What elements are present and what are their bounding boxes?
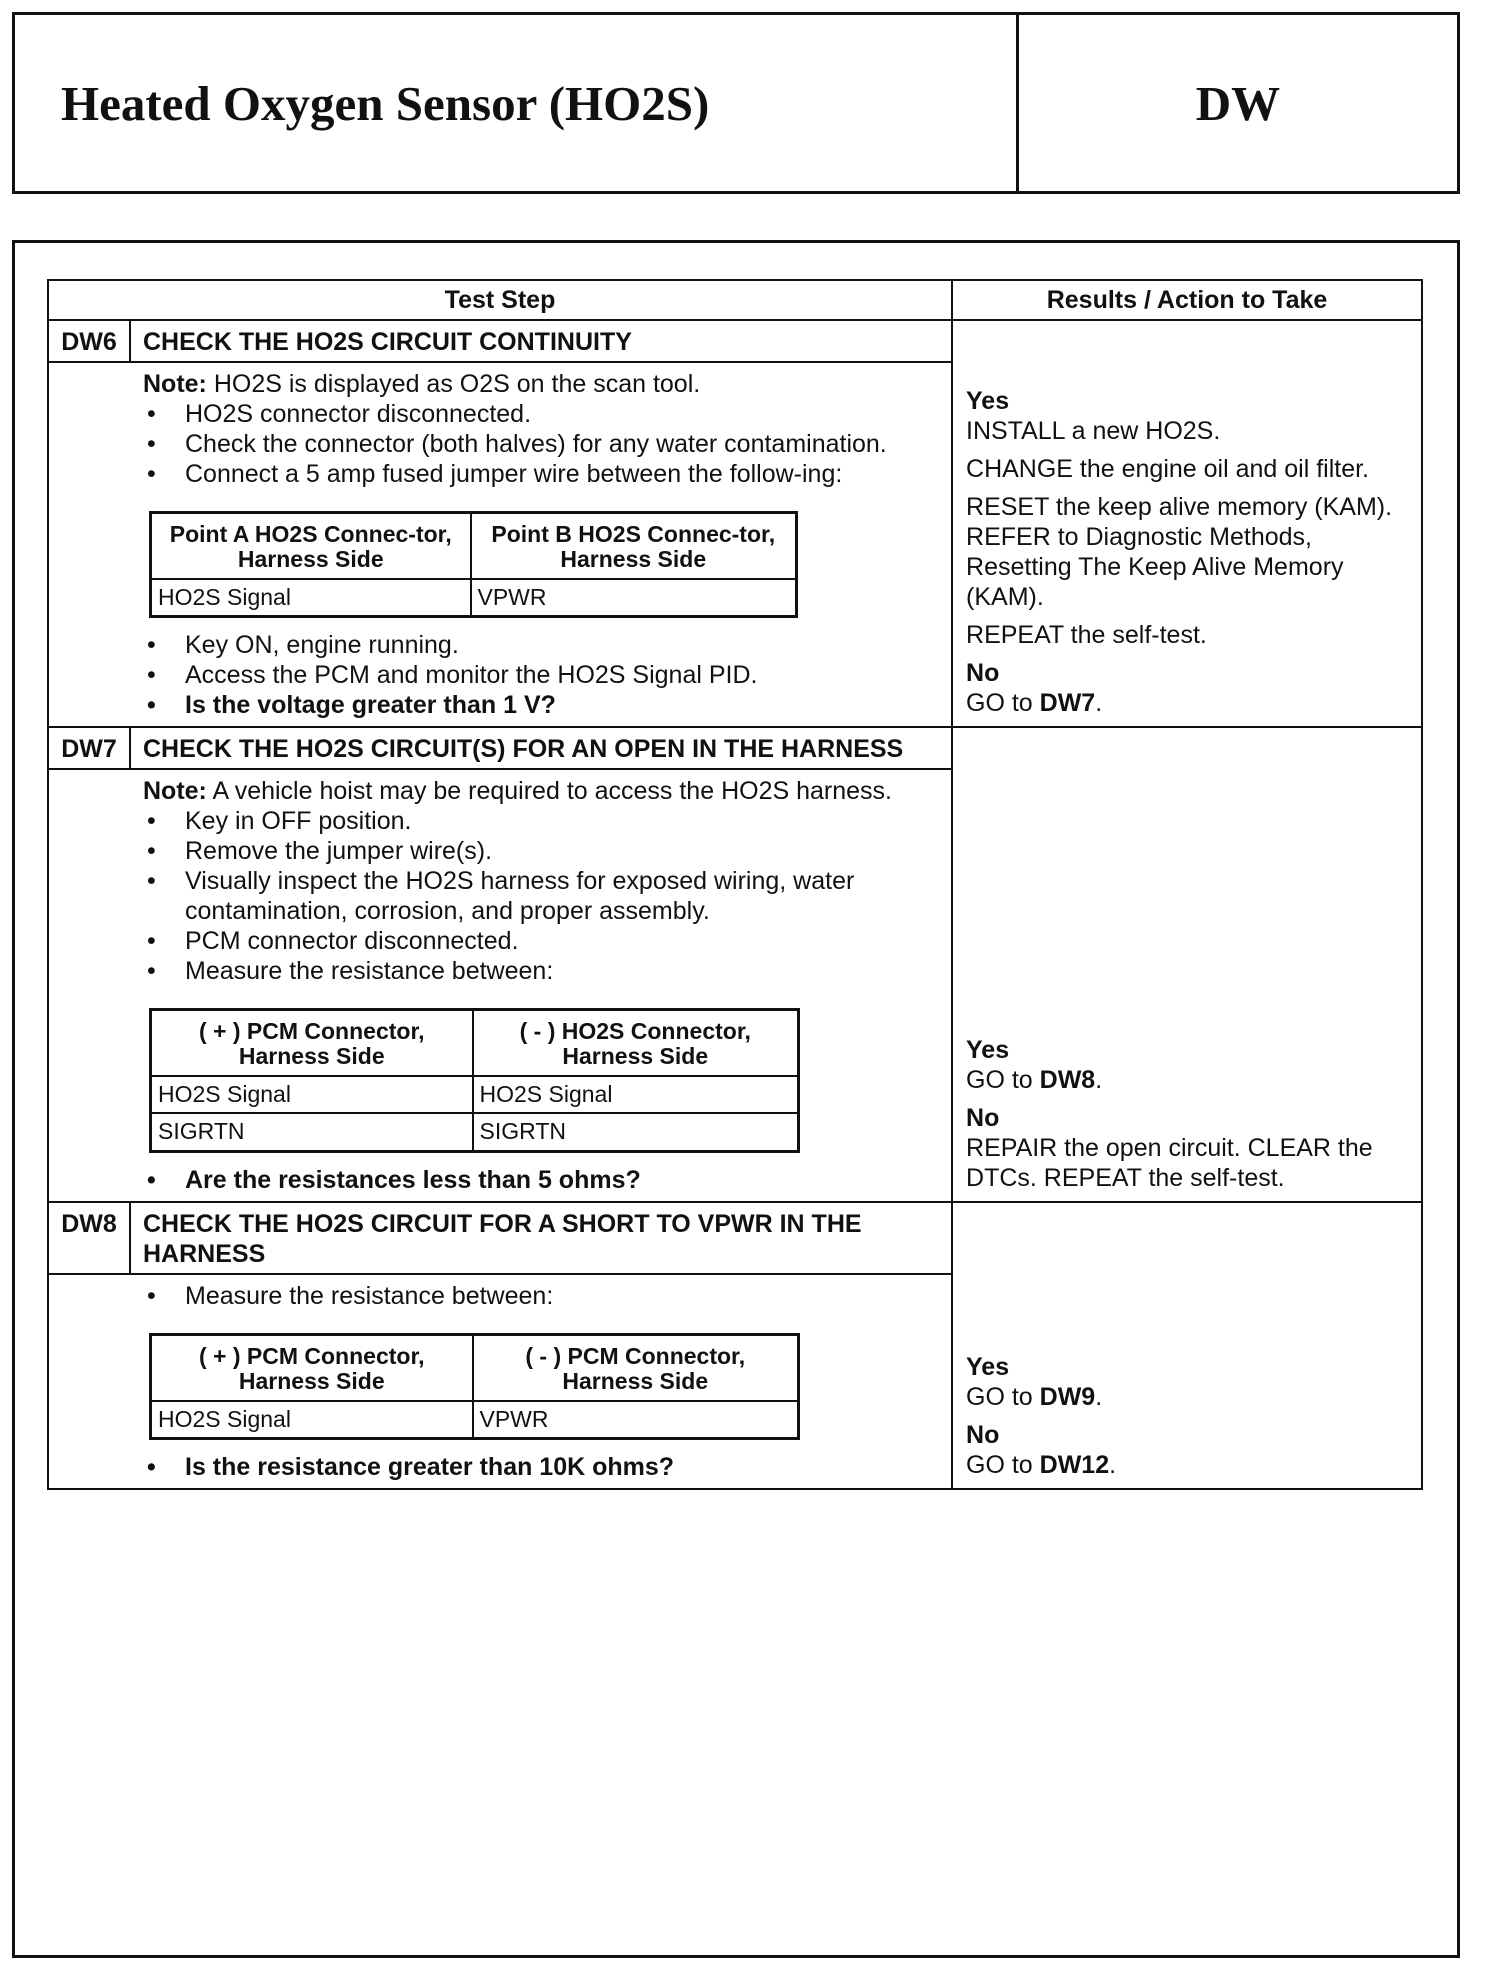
bullet-item: • PCM connector disconnected. (143, 926, 943, 956)
goto-target: DW7 (1039, 689, 1096, 718)
goto-line (966, 688, 1415, 718)
yes-label: Yes (966, 1353, 1010, 1382)
goto-suffix: . (1095, 1383, 1103, 1412)
table-header-row (48, 280, 1422, 320)
goto-target: DW12 (1039, 1451, 1110, 1480)
goto-line (966, 1450, 1415, 1480)
result-line: REPAIR the open circuit. CLEAR the DTCs. REPEAT the self-test. (966, 1133, 1373, 1192)
diagnostic-table (47, 279, 1423, 1490)
col-test-step: Test Step (48, 280, 952, 320)
pin-cell: HO2S Signal (151, 579, 471, 617)
pin-table (149, 1008, 800, 1153)
goto-prefix: GO to (966, 1383, 1040, 1412)
col-results: Results / Action to Take (952, 280, 1422, 320)
no-label: No (966, 1421, 1000, 1450)
step-title-row (48, 1202, 1422, 1274)
yes-label: Yes (966, 1035, 1010, 1064)
section-code: DW (1195, 75, 1281, 131)
goto-suffix: . (1109, 1451, 1117, 1480)
pin-table (149, 511, 798, 618)
bullet-item: • Key in OFF position. (143, 806, 943, 836)
step-title-row (48, 320, 1422, 362)
result-line: INSTALL a new HO2S. (966, 417, 1221, 446)
note (143, 776, 943, 806)
pin-cell: HO2S Signal (151, 1076, 473, 1114)
pin-cell: SIGRTN (473, 1113, 799, 1151)
pin-cell: HO2S Signal (473, 1076, 799, 1114)
step-results (952, 1202, 1422, 1489)
goto-line (966, 1065, 1415, 1095)
result-line: RESET the keep alive memory (KAM). REFER to Diagnostic Methods, Resetting The Keep Alive Memory (KAM). (966, 493, 1393, 612)
pin-header: ( + ) PCM Connector, Harness Side (151, 1010, 473, 1076)
bullet-item: • Measure the resistance between: (143, 1281, 943, 1311)
pin-header: Point B HO2S Connec-tor, Harness Side (471, 513, 797, 579)
pin-cell: VPWR (473, 1401, 799, 1439)
step-question: • Is the voltage greater than 1 V? (143, 690, 943, 720)
note-label: Note: (143, 777, 207, 806)
note (143, 369, 943, 399)
step-title: CHECK THE HO2S CIRCUIT(S) FOR AN OPEN IN THE HARNESS (130, 727, 952, 769)
no-label: No (966, 1103, 1000, 1132)
pin-cell: SIGRTN (151, 1113, 473, 1151)
result-line: CHANGE the engine oil and oil filter. (966, 455, 1370, 484)
bullet-item: • Measure the resistance between: (143, 956, 943, 986)
page-title: Heated Oxygen Sensor (HO2S) (15, 15, 1019, 191)
bullet-item: • HO2S connector disconnected. (143, 399, 943, 429)
pin-table (149, 1333, 800, 1440)
pin-cell: VPWR (471, 579, 797, 617)
goto-prefix: GO to (966, 689, 1040, 718)
step-body (48, 769, 952, 1202)
goto-target: DW9 (1039, 1383, 1096, 1412)
page-header (12, 12, 1460, 194)
goto-suffix: . (1095, 689, 1103, 718)
pin-header: ( - ) PCM Connector, Harness Side (473, 1334, 799, 1400)
step-question: • Is the resistance greater than 10K ohms? (143, 1452, 943, 1482)
goto-prefix: GO to (966, 1065, 1040, 1094)
pin-header: Point A HO2S Connec-tor, Harness Side (151, 513, 471, 579)
step-body (48, 1274, 952, 1489)
bullet-item: • Connect a 5 amp fused jumper wire between the follow-ing: (143, 459, 943, 489)
bullet-item: • Remove the jumper wire(s). (143, 836, 943, 866)
step-id: DW7 (48, 727, 130, 769)
yes-label: Yes (966, 387, 1010, 416)
pin-header: ( + ) PCM Connector, Harness Side (151, 1334, 473, 1400)
step-results (952, 727, 1422, 1202)
note-text: A vehicle hoist may be required to access the HO2S harness. (206, 777, 892, 806)
note-label: Note: (143, 370, 207, 398)
pin-header: ( - ) HO2S Connector, Harness Side (473, 1010, 799, 1076)
goto-target: DW8 (1039, 1065, 1096, 1094)
goto-line (966, 1382, 1415, 1412)
bullet-item: • Visually inspect the HO2S harness for exposed wiring, water contamination, corrosion, and proper assembly. (143, 866, 943, 926)
step-body (48, 362, 952, 727)
bullet-item: • Key ON, engine running. (143, 630, 943, 660)
note-text: HO2S is displayed as O2S on the scan tool. (206, 370, 701, 398)
no-label: No (966, 659, 1000, 688)
step-id: DW6 (48, 320, 130, 362)
result-line: REPEAT the self-test. (966, 621, 1207, 650)
goto-prefix: GO to (966, 1451, 1040, 1480)
pin-cell: HO2S Signal (151, 1401, 473, 1439)
goto-suffix: . (1095, 1065, 1103, 1094)
step-title: CHECK THE HO2S CIRCUIT FOR A SHORT TO VPWR IN THE HARNESS (130, 1202, 952, 1274)
step-id: DW8 (48, 1202, 130, 1274)
step-title-row (48, 727, 1422, 769)
bullet-item: • Access the PCM and monitor the HO2S Signal PID. (143, 660, 943, 690)
step-results (952, 320, 1422, 727)
step-title: CHECK THE HO2S CIRCUIT CONTINUITY (130, 320, 952, 362)
step-question: • Are the resistances less than 5 ohms? (143, 1165, 943, 1195)
bullet-item: • Check the connector (both halves) for any water contamination. (143, 429, 943, 459)
